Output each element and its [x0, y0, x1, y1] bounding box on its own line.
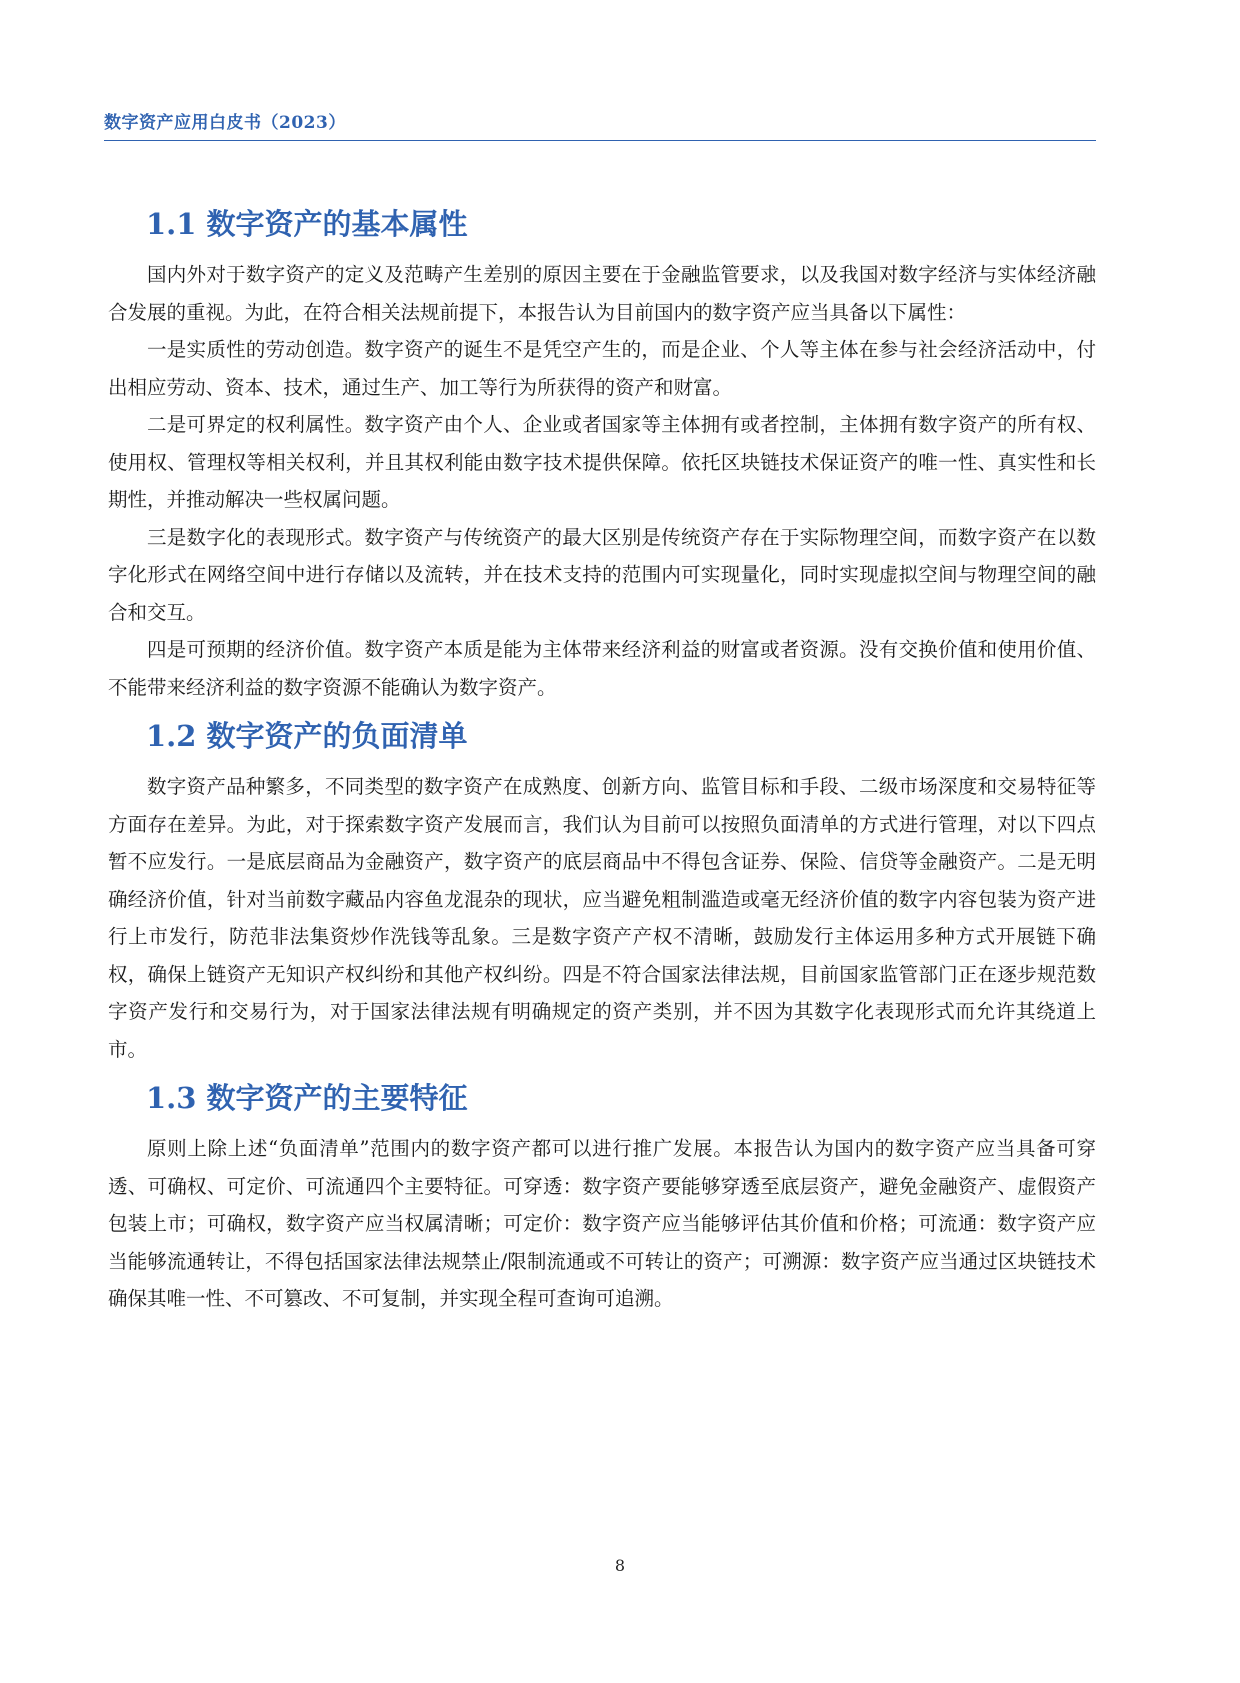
section-heading: 1.1 数字资产的基本属性: [146, 207, 468, 241]
paragraph: 二是可界定的权利属性。数字资产由个人、企业或者国家等主体拥有或者控制，主体拥有数字资产的所有权、使用权、管理权等相关权利，并且其权利能由数字技术提供保障。依托区块链技术保证资产的唯一性、真实性和长期性，并推动解决一些权属问题。: [108, 413, 1096, 511]
paragraph: 原则上除上述“负面清单”范围内的数字资产都可以进行推广发展。本报告认为国内的数字资产应当具备可穿透、可确权、可定价、可流通四个主要特征。可穿透：数字资产要能够穿透至底层资产，避免金融资产、虚假资产包装上市；可确权，数字资产应当权属清晰；可定价：数字资产应当能够评估其价值和价格；可流通：数字资产应当能够流通转让，不得包括国家法律法规禁止/限制流通或不可转让的资产；可溯源：数字资产应当通过区块链技术确保其唯一性、不可篡改、不可复制，并实现全程可查询可追溯。: [108, 1137, 1096, 1310]
document-body: [108, 202, 1096, 1326]
section-1-3: [108, 1076, 1096, 1318]
page-number: 8: [614, 1556, 626, 1575]
paragraph: 四是可预期的经济价值。数字资产本质是能为主体带来经济利益的财富或者资源。没有交换价值和使用价值、不能带来经济利益的数字资源不能确认为数字资产。: [108, 638, 1096, 699]
section-heading: 1.2 数字资产的负面清单: [146, 719, 468, 753]
section-heading: 1.3 数字资产的主要特征: [146, 1081, 468, 1115]
header-rule: [104, 140, 1096, 141]
section-1-2: [108, 714, 1096, 1068]
paragraph: 国内外对于数字资产的定义及范畴产生差别的原因主要在于金融监管要求，以及我国对数字经济与实体经济融合发展的重视。为此，在符合相关法规前提下，本报告认为目前国内的数字资产应当具备以下属性：: [108, 263, 1096, 324]
section-1-1: [108, 202, 1096, 706]
running-header: 数字资产应用白皮书（2023）: [104, 113, 346, 133]
paragraph: 一是实质性的劳动创造。数字资产的诞生不是凭空产生的，而是企业、个人等主体在参与社会经济活动中，付出相应劳动、资本、技术，通过生产、加工等行为所获得的资产和财富。: [108, 338, 1096, 399]
paragraph: 数字资产品种繁多，不同类型的数字资产在成熟度、创新方向、监管目标和手段、二级市场深度和交易特征等方面存在差异。为此，对于探索数字资产发展而言，我们认为目前可以按照负面清单的方式进行管理，对以下四点暂不应发行。一是底层商品为金融资产，数字资产的底层商品中不得包含证券、保险、信贷等金融资产。二是无明确经济价值，针对当前数字藏品内容鱼龙混杂的现状，应当避免粗制滥造或毫无经济价值的数字内容包装为资产进行上市发行，防范非法集资炒作洗钱等乱象。三是数字资产产权不清晰，鼓励发行主体运用多种方式开展链下确权，确保上链资产无知识产权纠纷和其他产权纠纷。四是不符合国家法律法规，目前国家监管部门正在逐步规范数字资产发行和交易行为，对于国家法律法规有明确规定的资产类别，并不因为其数字化表现形式而允许其绕道上市。: [108, 775, 1096, 1061]
paragraph: 三是数字化的表现形式。数字资产与传统资产的最大区别是传统资产存在于实际物理空间，而数字资产在以数字化形式在网络空间中进行存储以及流转，并在技术支持的范围内可实现量化，同时实现虚拟空间与物理空间的融合和交互。: [108, 525, 1096, 624]
